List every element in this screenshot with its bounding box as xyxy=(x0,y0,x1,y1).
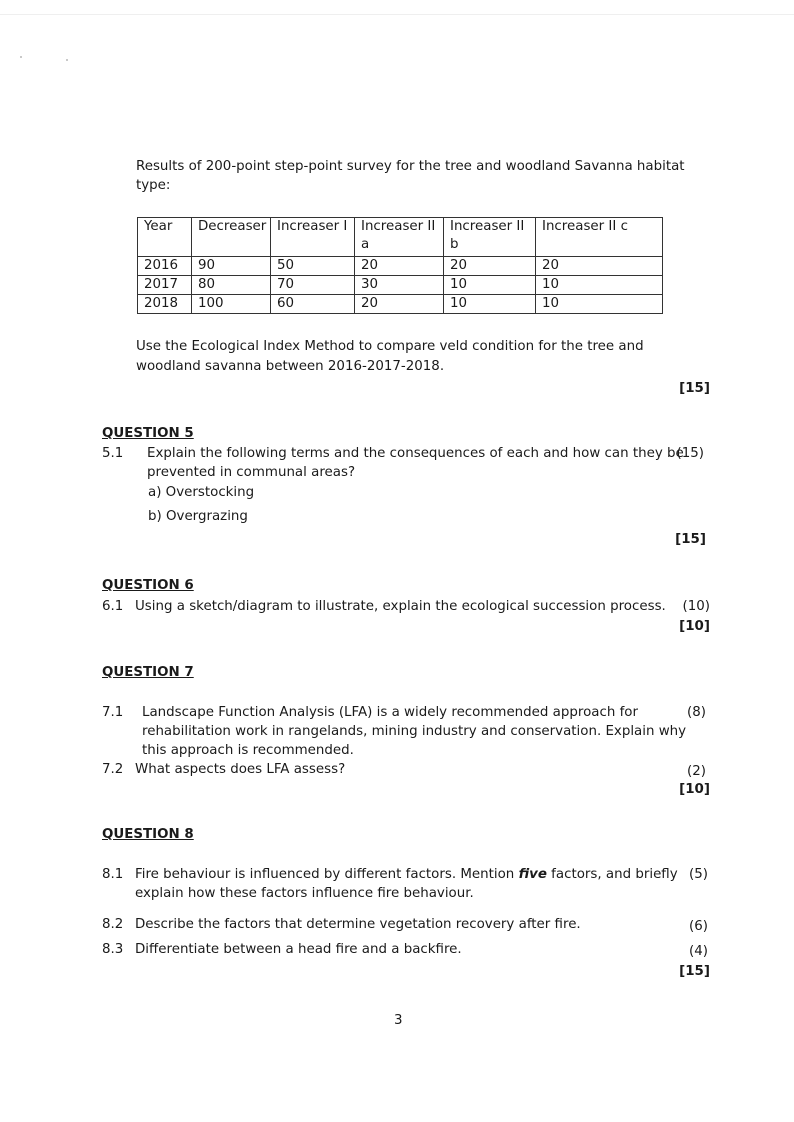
question-8-1-line-1: Fire behaviour is influenced by different factors. Mention five factors, and briefly xyxy=(135,867,678,882)
table-header-cell: Increaser II b xyxy=(444,218,536,257)
question-7-2-marks: (2) xyxy=(687,764,706,779)
table-header-row xyxy=(138,218,663,257)
question-8-2-marks: (6) xyxy=(689,919,708,934)
table-cell: 60 xyxy=(271,295,355,314)
question-5-total-marks: [15] xyxy=(675,532,706,547)
question-8-title: QUESTION 8 xyxy=(102,827,194,842)
table-header-cell: Increaser II c xyxy=(536,218,663,257)
table-cell: 20 xyxy=(355,295,444,314)
table-cell: 100 xyxy=(192,295,271,314)
table-cell: 90 xyxy=(192,257,271,276)
scan-speck xyxy=(66,59,68,61)
question-8-2-line: Describe the factors that determine vegetation recovery after fire. xyxy=(135,917,581,932)
question-5-1-marks: (15) xyxy=(676,446,704,461)
emphasis-five: five xyxy=(518,867,547,882)
instruction-total-marks: [15] xyxy=(679,381,710,396)
table-header-cell: Increaser II a xyxy=(355,218,444,257)
table-cell: 10 xyxy=(444,276,536,295)
question-6-1-marks: (10) xyxy=(682,599,710,614)
table-cell: 10 xyxy=(444,295,536,314)
instruction-line-1: Use the Ecological Index Method to compare veld condition for the tree and xyxy=(136,339,644,354)
table-header-cell: Decreaser xyxy=(192,218,271,257)
question-5-1-line-1: Explain the following terms and the consequences of each and how can they be xyxy=(147,446,684,461)
page-number: 3 xyxy=(394,1013,403,1028)
question-7-1-line-3: this approach is recommended. xyxy=(142,743,354,758)
question-6-title: QUESTION 6 xyxy=(102,578,194,593)
question-8-3-number: 8.3 xyxy=(102,942,124,957)
question-8-1-marks: (5) xyxy=(689,867,708,882)
table-cell: 2018 xyxy=(138,295,192,314)
question-5-item-a: a) Overstocking xyxy=(148,485,255,500)
scan-top-edge xyxy=(0,14,794,15)
question-8-3-line: Differentiate between a head fire and a backfire. xyxy=(135,942,462,957)
question-7-2-line: What aspects does LFA assess? xyxy=(135,762,346,777)
table-cell: 30 xyxy=(355,276,444,295)
table-cell: 50 xyxy=(271,257,355,276)
table-row xyxy=(138,295,663,314)
survey-table xyxy=(137,217,663,314)
table-cell: 2016 xyxy=(138,257,192,276)
table-cell: 20 xyxy=(536,257,663,276)
scan-speck xyxy=(20,56,22,58)
table-cell: 10 xyxy=(536,276,663,295)
table-cell: 10 xyxy=(536,295,663,314)
table-row xyxy=(138,257,663,276)
question-5-1-number: 5.1 xyxy=(102,446,124,461)
question-8-total-marks: [15] xyxy=(679,964,710,979)
question-7-1-number: 7.1 xyxy=(102,705,124,720)
question-5-1-line-2: prevented in communal areas? xyxy=(147,465,356,480)
question-7-1-marks: (8) xyxy=(687,705,706,720)
question-7-1-line-2: rehabilitation work in rangelands, mining industry and conservation. Explain why xyxy=(142,724,687,739)
question-6-1-number: 6.1 xyxy=(102,599,124,614)
table-header-cell: Year xyxy=(138,218,192,257)
table-cell: 70 xyxy=(271,276,355,295)
table-cell: 80 xyxy=(192,276,271,295)
table-row xyxy=(138,276,663,295)
question-8-3-marks: (4) xyxy=(689,944,708,959)
question-6-total-marks: [10] xyxy=(679,619,710,634)
table-cell: 20 xyxy=(444,257,536,276)
question-7-2-number: 7.2 xyxy=(102,762,124,777)
question-8-1-number: 8.1 xyxy=(102,867,124,882)
question-5-item-b: b) Overgrazing xyxy=(148,509,248,524)
question-7-1-line-1: Landscape Function Analysis (LFA) is a widely recommended approach for xyxy=(142,705,639,720)
table-cell: 2017 xyxy=(138,276,192,295)
question-7-total-marks: [10] xyxy=(679,782,710,797)
intro-line-1: Results of 200-point step-point survey for the tree and woodland Savanna habitat xyxy=(136,159,685,174)
question-5-title: QUESTION 5 xyxy=(102,426,194,441)
question-7-title: QUESTION 7 xyxy=(102,665,194,680)
question-8-1-line-2: explain how these factors influence fire behaviour. xyxy=(135,886,474,901)
table-header-cell: Increaser I xyxy=(271,218,355,257)
intro-line-2: type: xyxy=(136,178,171,193)
question-8-2-number: 8.2 xyxy=(102,917,124,932)
question-6-1-line-1: Using a sketch/diagram to illustrate, explain the ecological succession process. xyxy=(135,599,666,614)
table-cell: 20 xyxy=(355,257,444,276)
instruction-line-2: woodland savanna between 2016-2017-2018. xyxy=(136,359,445,374)
